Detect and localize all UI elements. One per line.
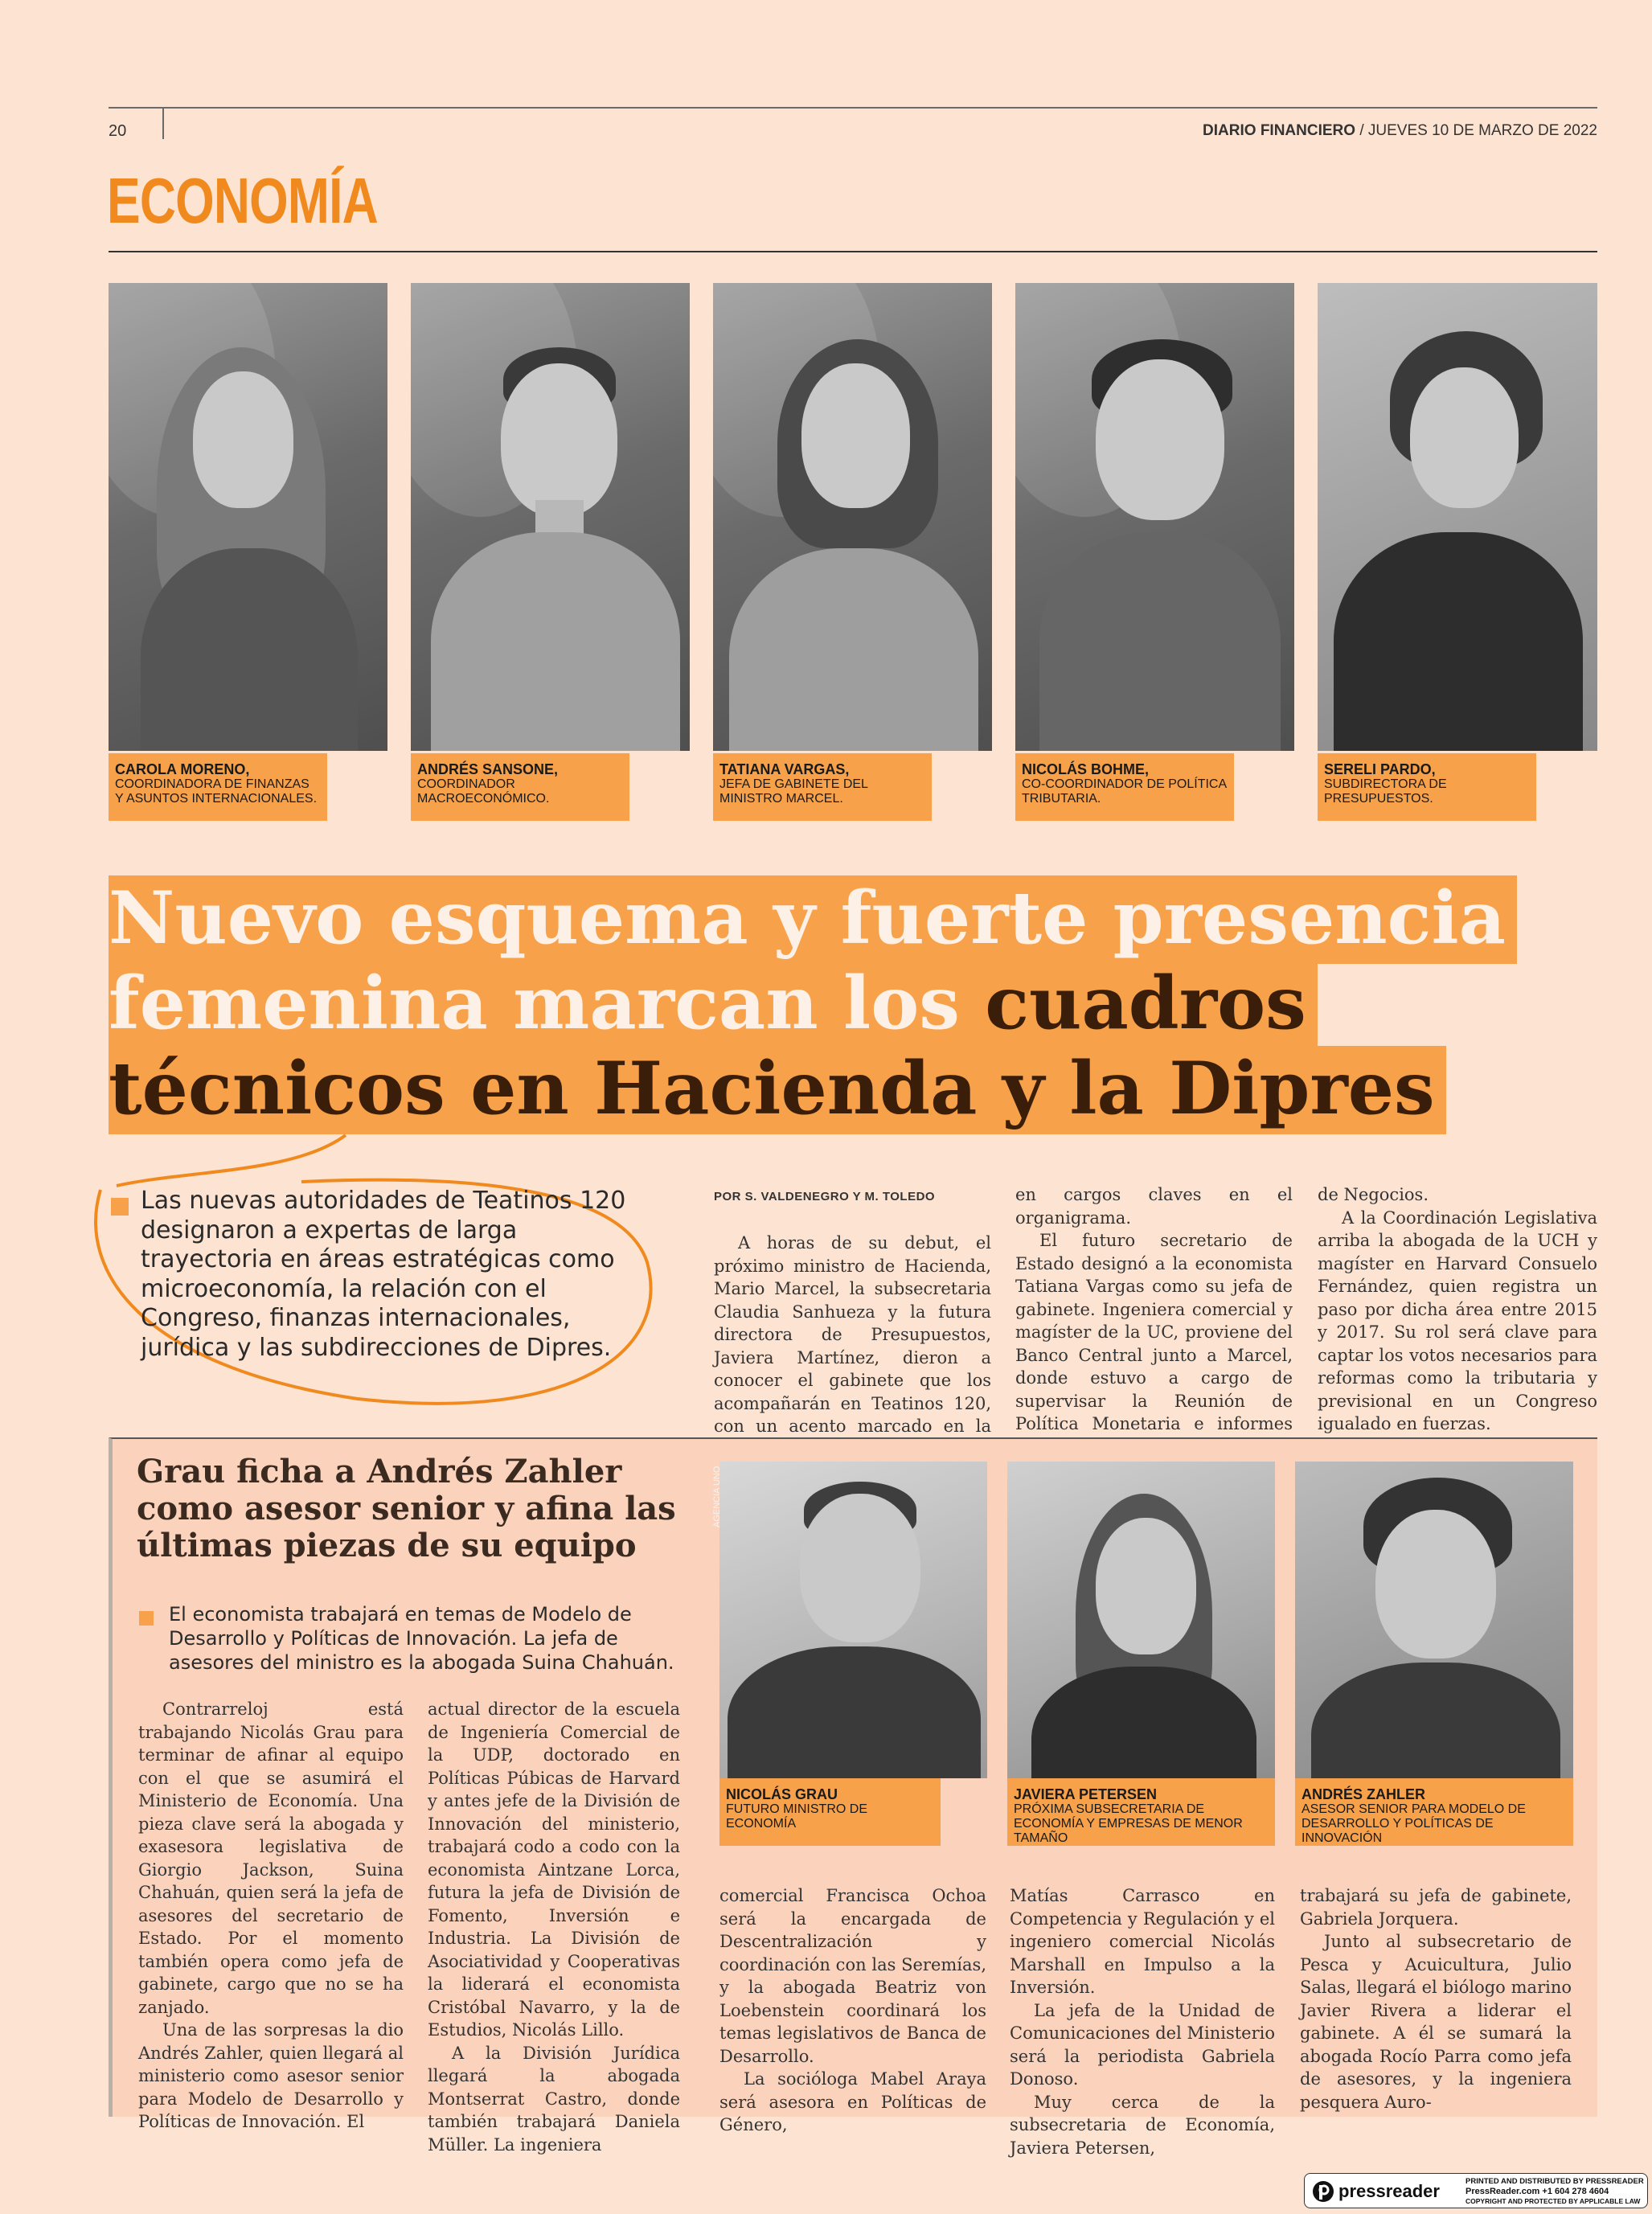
main-col-2 — [1015, 1183, 1293, 1482]
profile-role: CO-COORDINADOR DE POLÍTICA TRIBUTARIA. — [1022, 777, 1227, 806]
profile-caption-1 — [109, 753, 327, 821]
photo-andres-sansone — [411, 283, 690, 751]
headline-line-3: técnicos en Hacienda y la Dipres — [109, 1047, 1446, 1130]
second-col-4 — [1010, 1884, 1275, 2159]
headline-line-2 — [109, 961, 1318, 1045]
profile-caption-3 — [713, 753, 932, 821]
paragraph: de Negocios. — [1318, 1185, 1429, 1204]
photo-tatiana-vargas — [713, 283, 992, 751]
page-number-divider — [162, 109, 164, 139]
paragraph: El futuro secretario de Estado designó a la economista Tatiana Vargas como su jefa de gabinete. Ingeniera comercial y magíster de la UC, proviene del Banco Central junto a Marcel, donde estuvo a cargo de supervisar la Reunión de Política Monetaria e informes — [1015, 1231, 1293, 1433]
photo-javiera-petersen — [1007, 1462, 1275, 1778]
photo-nicolas-grau — [719, 1462, 987, 1778]
profile-name: ANDRÉS ZAHLER — [1302, 1786, 1426, 1802]
legal-line-1: PRINTED AND DISTRIBUTED BY PRESSREADER — [1465, 2177, 1644, 2186]
section-rule — [109, 251, 1597, 252]
profile-name: ANDRÉS SANSONE, — [417, 761, 559, 777]
profile-role: FUTURO MINISTRO DE ECONOMÍA — [726, 1802, 867, 1831]
headline-line-2-light: femenina marcan los — [109, 961, 986, 1046]
pressreader-legal — [1465, 2177, 1646, 2206]
profile-caption-5 — [1318, 753, 1536, 821]
profile-role: COORDINADORA DE FINANZAS Y ASUNTOS INTERNACIONALES. — [115, 777, 318, 806]
second-lead-bullet — [139, 1611, 154, 1626]
publication-date: / JUEVES 10 DE MARZO DE 2022 — [1355, 122, 1597, 139]
profile-caption-4 — [1015, 753, 1234, 821]
photo-carola-moreno — [109, 283, 387, 751]
profile-name: JAVIERA PETERSEN — [1014, 1786, 1158, 1802]
second-caption-1 — [719, 1778, 941, 1846]
second-caption-2 — [1007, 1778, 1275, 1846]
paragraph: Matías Carrasco en Competencia y Regulación y el ingeniero comercial Nicolás Marshall en Impulso a la Inversión. — [1010, 1886, 1275, 1997]
second-headline: Grau ficha a Andrés Zahler como asesor senior y afina las últimas piezas de su equipo — [137, 1453, 676, 1564]
profile-name: SERELI PARDO, — [1324, 761, 1436, 777]
main-col-3 — [1318, 1183, 1597, 1436]
profile-role: SUBDIRECTORA DE PRESUPUESTOS. — [1324, 777, 1447, 806]
paragraph: actual director de la escuela de Ingeniería Comercial de la UDP, doctorado en Políticas Púbicas de Harvard y antes jefe de la División de Innovación del ministerio, trabajará codo a codo con la economista Aintzane Lorca, futura la jefa de División de Fomento, Inversión e Industria. La División de Asociatividad y Cooperativas la liderará el economista Cristóbal Navarro, y la de Estudios, Nicolás Lillo. — [428, 1699, 680, 2040]
paragraph: Muy cerca de la subsecretaria de Economía, Javiera Petersen, — [1010, 2092, 1275, 2158]
paragraph: La socióloga Mabel Araya será asesora en Políticas de Género, — [719, 2069, 986, 2134]
paragraph: trabajará su jefa de gabinete, Gabriela Jorquera. — [1300, 1886, 1572, 1929]
profile-caption-2 — [411, 753, 629, 821]
legal-line-3: COPYRIGHT AND PROTECTED BY APPLICABLE LAW — [1465, 2197, 1641, 2205]
profile-name: NICOLÁS GRAU — [726, 1786, 838, 1802]
second-lead: El economista trabajará en temas de Modelo de Desarrollo y Políticas de Innovación. La jefa de asesores del ministro es la abogada Suina Chahuán. — [169, 1603, 674, 1674]
publication-name: DIARIO FINANCIERO — [1203, 122, 1356, 139]
paragraph: Una de las sorpresas la dio Andrés Zahler, quien llegará al ministerio como asesor senior para Modelo de Desarrollo y Políticas de Innovación. El — [138, 2020, 404, 2131]
profile-name: NICOLÁS BOHME, — [1022, 761, 1150, 777]
profile-role: PRÓXIMA SUBSECRETARIA DE ECONOMÍA Y EMPRESAS DE MENOR TAMAÑO — [1014, 1802, 1243, 1845]
byline: POR S. VALDENEGRO Y M. TOLEDO — [714, 1190, 936, 1203]
paragraph: Junto al subsecretario de Pesca y Acuicultura, Julio Salas, llegará el biólogo marino Javier Rivera a liderar el gabinete. A él se sumará la abogada Rocío Parra como jefa de asesores, y la ingeniera pesquera Auro- — [1300, 1932, 1572, 2112]
second-col-2 — [428, 1698, 680, 2156]
main-lead: Las nuevas autoridades de Teatinos 120 designaron a expertas de larga trayectoria en áreas estratégicas como microeconomía, la relación con el Congreso, finanzas internacionales, jurídica y las subdirecciones de Dipres. — [141, 1187, 626, 1362]
paragraph: A la Coordinación Legislativa arriba la abogada de la UCH y magíster en Harvard Consuelo Fernández, quien registra un paso por dicha área entre 2015 y 2017. Su rol será clave para captar los votos necesarios para reformas como la tributaria y previsional en un Congreso igualado en fuerzas. — [1318, 1207, 1597, 1433]
second-caption-3 — [1295, 1778, 1573, 1846]
photo-credit: AGENCIA UNO — [712, 1466, 722, 1527]
lead-bullet — [111, 1198, 129, 1216]
paragraph: comercial Francisca Ochoa será la encargada de Descentralización y coordinación con las Seremías, y la abogada Beatriz von Loebenstein coordinará los temas legislativos de Banca de Desarrollo. — [719, 1886, 986, 2066]
second-col-5 — [1300, 1884, 1572, 2114]
pressreader-brand: pressreader — [1338, 2181, 1440, 2201]
paragraph: La jefa de la Unidad de Comunicaciones del Ministerio será la periodista Gabriela Donoso. — [1010, 2000, 1275, 2089]
page-number: 20 — [109, 122, 127, 140]
paragraph: Contrarreloj está trabajando Nicolás Grau para terminar de afinar al equipo con el que se asumirá el Ministerio de Economía. Una pieza clave será la abogada y exasesora legislativa de Giorgio Jackson, Suina Chahuán, quien será la jefa de asesores del secretario de Estado. Por el momento también opera como jefa de gabinete, cargo que no se ha zanjado. — [138, 1699, 404, 2017]
main-col-1 — [714, 1232, 991, 1461]
profile-name: CAROLA MORENO, — [115, 761, 250, 777]
pressreader-badge — [1304, 2173, 1648, 2208]
photo-andres-zahler — [1295, 1462, 1573, 1778]
second-col-1 — [138, 1698, 404, 2134]
top-rule — [109, 107, 1597, 109]
second-col-3 — [719, 1884, 986, 2137]
profile-role: COORDINADOR MACROECONÓMICO. — [417, 777, 550, 806]
profile-role: JEFA DE GABINETE DEL MINISTRO MARCEL. — [719, 777, 868, 806]
paragraph: en cargos claves en el organigrama. — [1015, 1185, 1293, 1228]
profile-role: ASESOR SENIOR PARA MODELO DE DESARROLLO Y POLÍTICAS DE INNOVACIÓN — [1302, 1802, 1526, 1845]
publication-dateline — [1203, 122, 1597, 140]
legal-line-2: PressReader.com +1 604 278 4604 — [1465, 2187, 1609, 2196]
headline-line-1: Nuevo esquema y fuerte presencia — [109, 876, 1517, 960]
paragraph: A horas de su debut, el próximo ministro de Hacienda, Mario Marcel, la subsecretaria Claudia Sanhueza y la futura directora de Presupuestos, Javiera Martínez, dieron a conocer el gabinete que los acompañarán en Teatinos 120, con un acento marcado en la — [714, 1233, 991, 1436]
photo-sereli-pardo — [1318, 283, 1597, 751]
photo-nicolas-bohme — [1015, 283, 1294, 751]
headline-line-2-dark: cuadros — [985, 961, 1306, 1046]
pressreader-logo-icon — [1311, 2179, 1335, 2204]
section-title: ECONOMÍA — [107, 165, 378, 236]
paragraph: A la División Jurídica llegará la abogada Montserrat Castro, donde también trabajará Daniela Müller. La ingeniera — [428, 2043, 680, 2155]
profile-name: TATIANA VARGAS, — [719, 761, 850, 777]
